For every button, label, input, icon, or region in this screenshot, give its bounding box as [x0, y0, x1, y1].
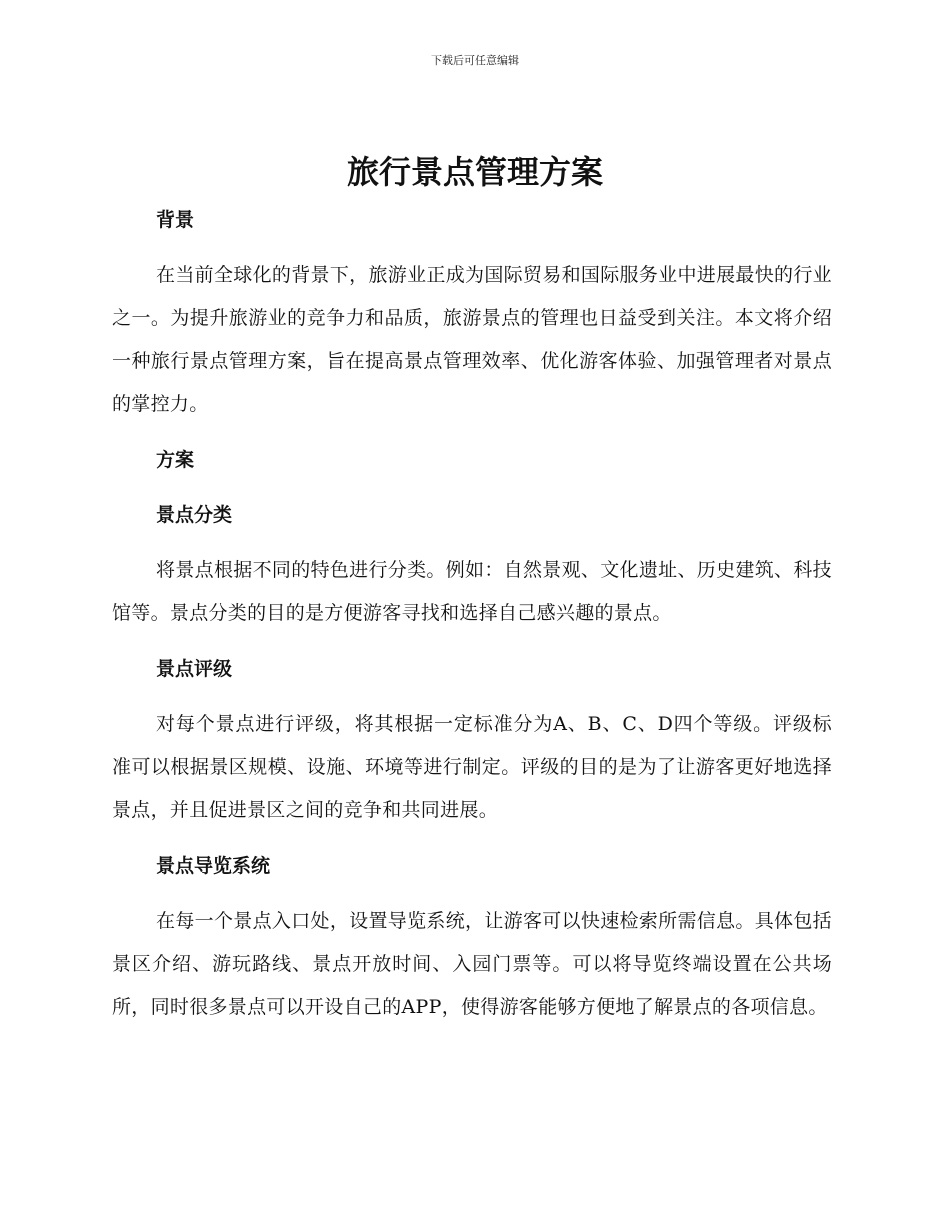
document-body — [112, 204, 832, 1029]
section-heading-rating: 景点评级 — [156, 658, 233, 680]
section-paragraph-background: 在当前全球化的背景下，旅游业正成为国际贸易和国际服务业中进展最快的行业之一。为提升旅游业的竞争力和品质，旅游景点的管理也日益受到关注。本文将介绍一种旅行景点管理方案，旨在提高景点管理效率、优化游客体验、加强管理者对景点的掌控力。 — [112, 264, 832, 415]
document-title: 旅行景点管理方案 — [346, 153, 603, 191]
section-paragraph-rating: 对每个景点进行评级，将其根据一定标准分为A、B、C、D四个等级。评级标准可以根据景区规模、设施、环境等进行制定。评级的目的是为了让游客更好地选择景点，并且促进景区之间的竞争和共同进展。 — [112, 713, 832, 821]
page-header-note: 下载后可任意编辑 — [431, 54, 519, 67]
section-paragraph-classification: 将景点根据不同的特色进行分类。例如：自然景观、文化遗址、历史建筑、科技馆等。景点分类的目的是方便游客寻找和选择自己感兴趣的景点。 — [112, 559, 832, 624]
section-heading-classification: 景点分类 — [156, 504, 233, 526]
section-heading-background: 背景 — [156, 209, 195, 231]
section-paragraph-guide-system: 在每一个景点入口处，设置导览系统，让游客可以快速检索所需信息。具体包括景区介绍、游玩路线、景点开放时间、入园门票等。可以将导览终端设置在公共场所，同时很多景点可以开设自己的APP，使得游客能够方便地了解景点的各项信息。 — [112, 910, 832, 1018]
section-heading-guide-system: 景点导览系统 — [156, 855, 271, 877]
section-heading-plan: 方案 — [156, 449, 195, 471]
